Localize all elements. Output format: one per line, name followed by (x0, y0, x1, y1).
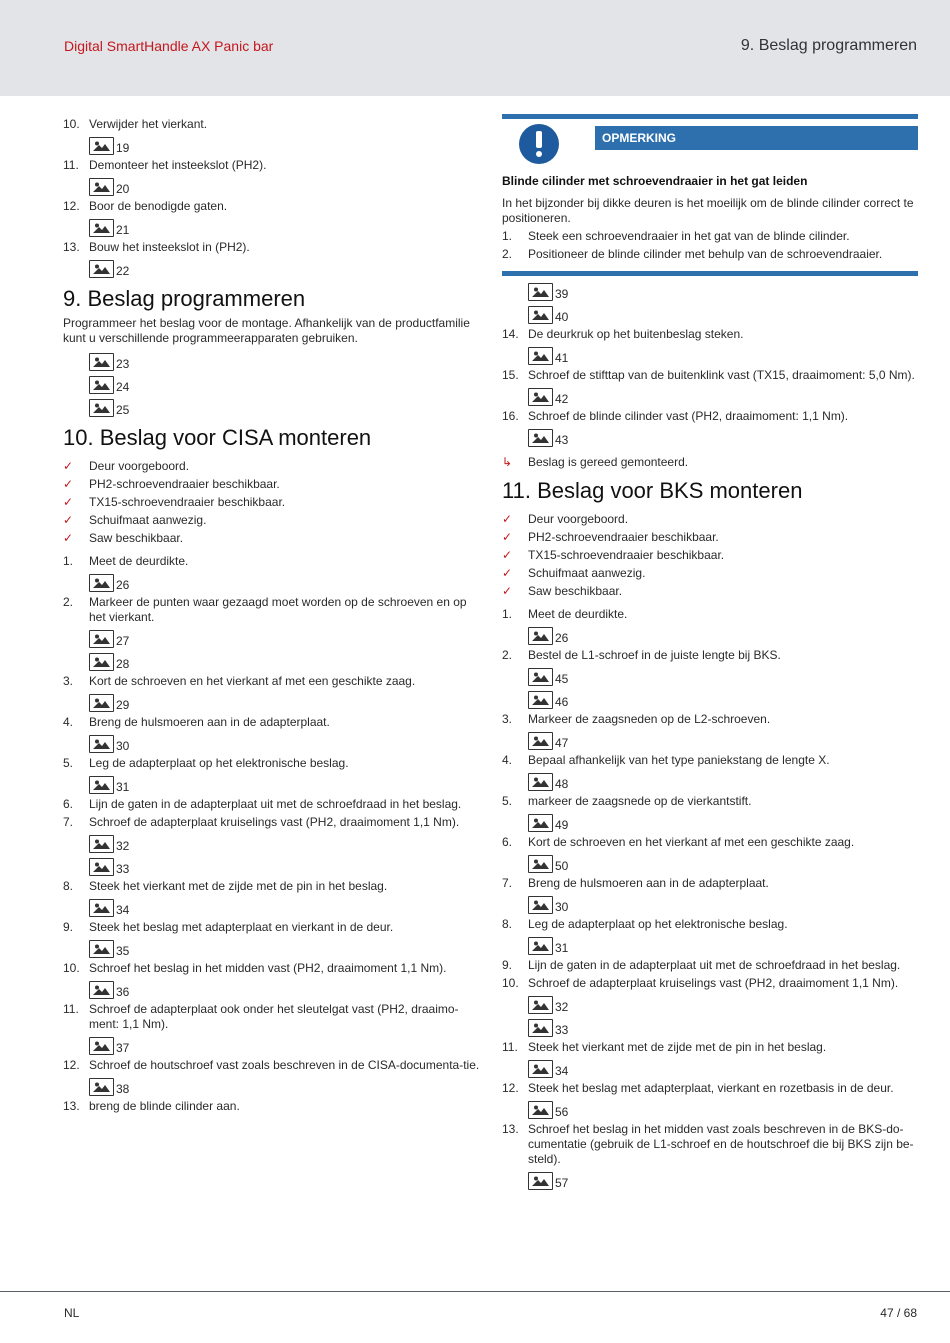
figure-placeholder (89, 734, 481, 753)
image-placeholder-icon (528, 429, 553, 447)
prerequisite-text: Schuifmaat aanwezig. (89, 513, 207, 527)
figure-number: 43 (555, 432, 569, 447)
step-text: Meet de deurdikte. (89, 554, 189, 568)
image-placeholder-icon (528, 814, 553, 832)
figure-placeholder (528, 854, 918, 873)
step-item (63, 595, 481, 625)
prerequisite-text: Deur voorgeboord. (89, 459, 190, 473)
image-placeholder-icon (528, 996, 553, 1014)
step-number: 10. (63, 117, 80, 131)
step-text: Schroef de houtschroef vast zoals beschreven in de CISA-documenta-tie. (89, 1058, 480, 1072)
step-number: 12. (63, 1058, 80, 1072)
section-title: 10. Beslag voor CISA monteren (63, 425, 372, 450)
figure-placeholder (528, 282, 918, 301)
check-icon: ✓ (502, 548, 513, 562)
right-column (502, 114, 918, 1193)
figure-number: 56 (555, 1104, 569, 1119)
step-item (502, 835, 918, 850)
figure-placeholder (528, 626, 918, 645)
figure-number: 36 (116, 984, 130, 999)
step-number: 11. (63, 1002, 79, 1016)
figure-placeholder (89, 834, 481, 853)
figure-number: 33 (555, 1022, 569, 1037)
figure-placeholder (89, 352, 481, 371)
prerequisite-text: Schuifmaat aanwezig. (528, 566, 646, 580)
image-placeholder-icon (89, 137, 114, 155)
footer-language: NL (64, 1306, 80, 1320)
figure-placeholder (528, 305, 918, 324)
figure-number: 49 (555, 817, 569, 832)
step-item (502, 409, 918, 424)
prerequisite-item (63, 531, 481, 546)
prerequisites-list (502, 512, 918, 599)
figure-number: 26 (116, 577, 130, 592)
step-text: Steek het beslag met adapterplaat en vierkant in de deur. (89, 920, 394, 934)
image-placeholder-icon (89, 835, 114, 853)
figure-group (502, 282, 918, 324)
step-number: 6. (502, 835, 513, 849)
step-number: 8. (63, 879, 74, 893)
step-item (502, 753, 918, 768)
figure-placeholder (89, 898, 481, 917)
image-placeholder-icon (528, 1019, 553, 1037)
figure-group (63, 352, 481, 417)
figure-number: 34 (555, 1063, 569, 1078)
step-number: 3. (63, 674, 74, 688)
figure-placeholder (528, 731, 918, 750)
figure-placeholder (89, 259, 481, 278)
step-text: Steek het vierkant met de zijde met de pin in het beslag. (528, 1040, 827, 1054)
step-number: 10. (502, 976, 519, 990)
prerequisite-text: PH2-schroevendraaier beschikbaar. (89, 477, 280, 491)
prerequisite-text: PH2-schroevendraaier beschikbaar. (528, 530, 719, 544)
check-icon: ✓ (63, 531, 74, 545)
image-placeholder-icon (89, 1037, 114, 1055)
check-icon: ✓ (502, 566, 513, 580)
check-icon: ✓ (502, 512, 513, 526)
step-text: breng de blinde cilinder aan. (89, 1099, 240, 1113)
step-text: Kort de schroeven en het vierkant af met een geschikte zaag. (528, 835, 855, 849)
prerequisite-item (502, 584, 918, 599)
step-number: 2. (502, 648, 513, 662)
step-number: 4. (502, 753, 513, 767)
step-item (502, 368, 918, 383)
image-placeholder-icon (528, 388, 553, 406)
step-number: 7. (63, 815, 74, 829)
figure-placeholder (89, 980, 481, 999)
figure-number: 37 (116, 1040, 130, 1055)
figure-number: 24 (116, 379, 130, 394)
step-number: 13. (63, 1099, 80, 1113)
step-item (63, 920, 481, 935)
step-number: 9. (502, 958, 513, 972)
step-number: 5. (63, 756, 74, 770)
step-number: 6. (63, 797, 74, 811)
step-number: 3. (502, 712, 513, 726)
step-item (502, 917, 918, 932)
footer-divider (0, 1291, 950, 1292)
figure-number: 28 (116, 656, 130, 671)
figure-number: 50 (555, 858, 569, 873)
image-placeholder-icon (528, 855, 553, 873)
figure-number: 38 (116, 1081, 130, 1096)
step-number: 7. (502, 876, 513, 890)
prerequisite-text: Deur voorgeboord. (528, 512, 629, 526)
step-number: 16. (502, 409, 519, 423)
step-item (63, 715, 481, 730)
image-placeholder-icon (528, 1060, 553, 1078)
prerequisite-text: Saw beschikbaar. (89, 531, 184, 545)
image-placeholder-icon (89, 219, 114, 237)
figure-placeholder (528, 667, 918, 686)
step-item (63, 961, 481, 976)
figure-placeholder (528, 772, 918, 791)
note-header (502, 122, 918, 164)
step-number: 1. (502, 229, 513, 243)
step-item (63, 554, 481, 569)
step-number: 2. (63, 595, 74, 609)
figure-placeholder (89, 775, 481, 794)
image-placeholder-icon (528, 896, 553, 914)
note-title: OPMERKING (595, 126, 918, 150)
figure-placeholder (89, 652, 481, 671)
step-number: 5. (502, 794, 513, 808)
product-title: Digital SmartHandle AX Panic bar (64, 38, 274, 54)
figure-number: 40 (555, 309, 569, 324)
step-number: 13. (502, 1122, 519, 1136)
step-number: 15. (502, 368, 519, 382)
page-number: 47 / 68 (880, 1306, 917, 1320)
step-item (502, 1040, 918, 1055)
step-text: Leg de adapterplaat op het elektronische beslag. (89, 756, 349, 770)
step-text: markeer de zaagsnede op de vierkantstift. (528, 794, 752, 808)
step-text: Bestel de L1-schroef in de juiste lengte bij BKS. (528, 648, 781, 662)
prerequisite-item (502, 548, 918, 563)
check-icon: ✓ (63, 513, 74, 527)
figure-number: 41 (555, 350, 569, 365)
prerequisite-item (502, 566, 918, 581)
figure-number: 47 (555, 735, 569, 750)
check-icon: ✓ (502, 584, 513, 598)
prerequisite-text: TX15-schroevendraaier beschikbaar. (528, 548, 725, 562)
image-placeholder-icon (528, 1172, 553, 1190)
figure-number: 23 (116, 356, 130, 371)
steps-list (63, 117, 481, 278)
figure-number: 27 (116, 633, 130, 648)
result-text: Beslag is gereed gemonteerd. (528, 455, 689, 469)
step-text: Breng de hulsmoeren aan in de adapterplaat. (89, 715, 330, 729)
figure-number: 46 (555, 694, 569, 709)
figure-placeholder (528, 428, 918, 447)
figure-placeholder (528, 1100, 918, 1119)
step-text: Markeer de punten waar gezaagd moet worden op de schroeven en op het vierkant. (89, 595, 467, 624)
step-number: 12. (63, 199, 80, 213)
image-placeholder-icon (89, 858, 114, 876)
check-icon: ✓ (63, 495, 74, 509)
section-title: 9. Beslag programmeren (63, 286, 306, 311)
result-line (502, 455, 918, 470)
step-text: Schroef de stifttap van de buitenklink vast (TX15, draaimoment: 5,0 Nm). (528, 368, 915, 382)
check-icon: ✓ (63, 459, 74, 473)
image-placeholder-icon (89, 178, 114, 196)
figure-placeholder (528, 895, 918, 914)
check-icon: ✓ (502, 530, 513, 544)
figure-placeholder (528, 1059, 918, 1078)
figure-number: 34 (116, 902, 130, 917)
step-item (502, 958, 918, 973)
figure-number: 30 (555, 899, 569, 914)
figure-number: 32 (116, 838, 130, 853)
steps-list (502, 607, 918, 1190)
image-placeholder-icon (89, 899, 114, 917)
figure-placeholder (528, 690, 918, 709)
step-text: Schroef de blinde cilinder vast (PH2, draaimoment: 1,1 Nm). (528, 409, 849, 423)
figure-number: 42 (555, 391, 569, 406)
step-item (502, 247, 918, 262)
figure-number: 35 (116, 943, 130, 958)
step-text: Lijn de gaten in de adapterplaat uit met de schroefdraad in het beslag. (89, 797, 462, 811)
figure-placeholder (528, 1018, 918, 1037)
step-item (63, 1002, 481, 1032)
steps-list (502, 327, 918, 447)
note-subtitle: Blinde cilinder met schroevendraaier in het gat leiden (502, 174, 808, 188)
step-text: Schroef de adapterplaat ook onder het sleutelgat vast (PH2, draaimo-ment: 1,1 Nm). (89, 1002, 459, 1031)
figure-placeholder (528, 387, 918, 406)
image-placeholder-icon (89, 574, 114, 592)
figure-placeholder (89, 857, 481, 876)
image-placeholder-icon (528, 627, 553, 645)
step-number: 10. (63, 961, 80, 975)
figure-placeholder (528, 936, 918, 955)
step-text: Markeer de zaagsneden op de L2-schroeven. (528, 712, 771, 726)
image-placeholder-icon (89, 776, 114, 794)
figure-placeholder (89, 398, 481, 417)
step-number: 11. (502, 1040, 518, 1054)
note-text: In het bijzonder bij dikke deuren is het moeilijk om de blinde cilinder correct te positioneren. (502, 196, 914, 225)
step-item (502, 229, 918, 244)
image-placeholder-icon (528, 773, 553, 791)
step-text: Steek het beslag met adapterplaat, vierkant en rozetbasis in de deur. (528, 1081, 894, 1095)
prerequisite-item (63, 477, 481, 492)
step-item (502, 794, 918, 809)
step-item (63, 1099, 481, 1114)
step-number: 9. (63, 920, 74, 934)
step-number: 1. (63, 554, 74, 568)
chapter-title: 9. Beslag programmeren (740, 37, 917, 54)
step-number: 13. (63, 240, 80, 254)
image-placeholder-icon (528, 306, 553, 324)
step-number: 4. (63, 715, 74, 729)
figure-placeholder (89, 939, 481, 958)
prerequisite-item (63, 513, 481, 528)
step-number: 1. (502, 607, 513, 621)
prerequisites-list (63, 459, 481, 546)
prerequisite-item (502, 530, 918, 545)
figure-placeholder (89, 1077, 481, 1096)
figure-number: 33 (116, 861, 130, 876)
image-placeholder-icon (528, 347, 553, 365)
image-placeholder-icon (89, 735, 114, 753)
step-item (63, 879, 481, 894)
step-item (63, 674, 481, 689)
step-item (502, 327, 918, 342)
exclamation-icon (519, 124, 559, 164)
step-text: Demonteer het insteekslot (PH2). (89, 158, 267, 172)
figure-number: 57 (555, 1175, 569, 1190)
step-item (63, 199, 481, 214)
step-item (63, 1058, 481, 1073)
figure-number: 25 (116, 402, 130, 417)
step-item (502, 712, 918, 727)
step-item (63, 797, 481, 812)
step-text: Verwijder het vierkant. (89, 117, 208, 131)
image-placeholder-icon (528, 691, 553, 709)
prerequisite-item (502, 512, 918, 527)
step-text: Schroef het beslag in het midden vast zoals beschreven in de BKS-do-cumentatie (gebruik de L1-schroef en de houtschroef die bij BKS zijn be-steld). (528, 1122, 914, 1166)
result-arrow-icon: ↳ (502, 455, 513, 469)
step-text: Bepaal afhankelijk van het type paniekstang de lengte X. (528, 753, 830, 767)
step-item (502, 1081, 918, 1096)
prerequisite-text: Saw beschikbaar. (528, 584, 623, 598)
figure-placeholder (89, 177, 481, 196)
step-item (63, 756, 481, 771)
step-text: Schroef de adapterplaat kruiselings vast (PH2, draaimoment 1,1 Nm). (528, 976, 899, 990)
figure-placeholder (528, 346, 918, 365)
figure-placeholder (89, 693, 481, 712)
figure-number: 32 (555, 999, 569, 1014)
image-placeholder-icon (528, 668, 553, 686)
image-placeholder-icon (89, 1078, 114, 1096)
figure-placeholder (89, 218, 481, 237)
step-item (502, 976, 918, 991)
step-item (502, 607, 918, 622)
image-placeholder-icon (89, 630, 114, 648)
note-box (502, 114, 918, 276)
step-text: De deurkruk op het buitenbeslag steken. (528, 327, 744, 341)
step-number: 8. (502, 917, 513, 931)
steps-list (63, 554, 481, 1114)
step-text: Meet de deurdikte. (528, 607, 628, 621)
image-placeholder-icon (89, 981, 114, 999)
step-text: Positioneer de blinde cilinder met behulp van de schroevendraaier. (528, 247, 883, 261)
step-item (502, 876, 918, 891)
step-item (63, 117, 481, 132)
image-placeholder-icon (89, 399, 114, 417)
step-text: Bouw het insteekslot in (PH2). (89, 240, 250, 254)
step-text: Boor de benodigde gaten. (89, 199, 228, 213)
figure-placeholder (89, 375, 481, 394)
step-text: Steek een schroevendraaier in het gat van de blinde cilinder. (528, 229, 850, 243)
section-intro: Programmeer het beslag voor de montage. Afhankelijk van de productfamilie kunt u verschillende programmeerapparaten gebruiken. (63, 316, 470, 345)
step-number: 2. (502, 247, 513, 261)
figure-placeholder (89, 629, 481, 648)
step-text: Leg de adapterplaat op het elektronische beslag. (528, 917, 788, 931)
step-number: 11. (63, 158, 79, 172)
image-placeholder-icon (528, 732, 553, 750)
figure-number: 22 (116, 263, 130, 278)
step-item (63, 815, 481, 830)
prerequisite-text: TX15-schroevendraaier beschikbaar. (89, 495, 286, 509)
image-placeholder-icon (528, 937, 553, 955)
check-icon: ✓ (63, 477, 74, 491)
figure-number: 29 (116, 697, 130, 712)
image-placeholder-icon (89, 353, 114, 371)
figure-number: 48 (555, 776, 569, 791)
figure-number: 26 (555, 630, 569, 645)
figure-number: 21 (116, 222, 130, 237)
step-item (502, 1122, 918, 1167)
prerequisite-item (63, 459, 481, 474)
step-text: Schroef het beslag in het midden vast (PH2, draaimoment 1,1 Nm). (89, 961, 447, 975)
step-text: Schroef de adapterplaat kruiselings vast (PH2, draaimoment 1,1 Nm). (89, 815, 460, 829)
figure-number: 39 (555, 286, 569, 301)
image-placeholder-icon (89, 260, 114, 278)
step-item (63, 240, 481, 255)
figure-placeholder (528, 1171, 918, 1190)
step-text: Breng de hulsmoeren aan in de adapterplaat. (528, 876, 769, 890)
image-placeholder-icon (89, 940, 114, 958)
figure-placeholder (528, 813, 918, 832)
prerequisite-item (63, 495, 481, 510)
step-item (63, 158, 481, 173)
figure-placeholder (528, 995, 918, 1014)
figure-number: 31 (116, 779, 130, 794)
step-number: 14. (502, 327, 519, 341)
page-header (0, 0, 950, 96)
step-text: Steek het vierkant met de zijde met de pin in het beslag. (89, 879, 388, 893)
figure-placeholder (89, 136, 481, 155)
image-placeholder-icon (528, 283, 553, 301)
figure-placeholder (89, 1036, 481, 1055)
image-placeholder-icon (89, 376, 114, 394)
step-text: Kort de schroeven en het vierkant af met een geschikte zaag. (89, 674, 416, 688)
figure-number: 20 (116, 181, 130, 196)
step-number: 12. (502, 1081, 519, 1095)
note-steps (502, 229, 918, 262)
figure-number: 19 (116, 140, 130, 155)
step-item (502, 648, 918, 663)
step-text: Lijn de gaten in de adapterplaat uit met de schroefdraad in het beslag. (528, 958, 901, 972)
figure-number: 45 (555, 671, 569, 686)
section-title: 11. Beslag voor BKS monteren (502, 478, 803, 503)
left-column (63, 114, 481, 1114)
figure-number: 31 (555, 940, 569, 955)
figure-placeholder (89, 573, 481, 592)
figure-number: 30 (116, 738, 130, 753)
image-placeholder-icon (528, 1101, 553, 1119)
image-placeholder-icon (89, 694, 114, 712)
image-placeholder-icon (89, 653, 114, 671)
